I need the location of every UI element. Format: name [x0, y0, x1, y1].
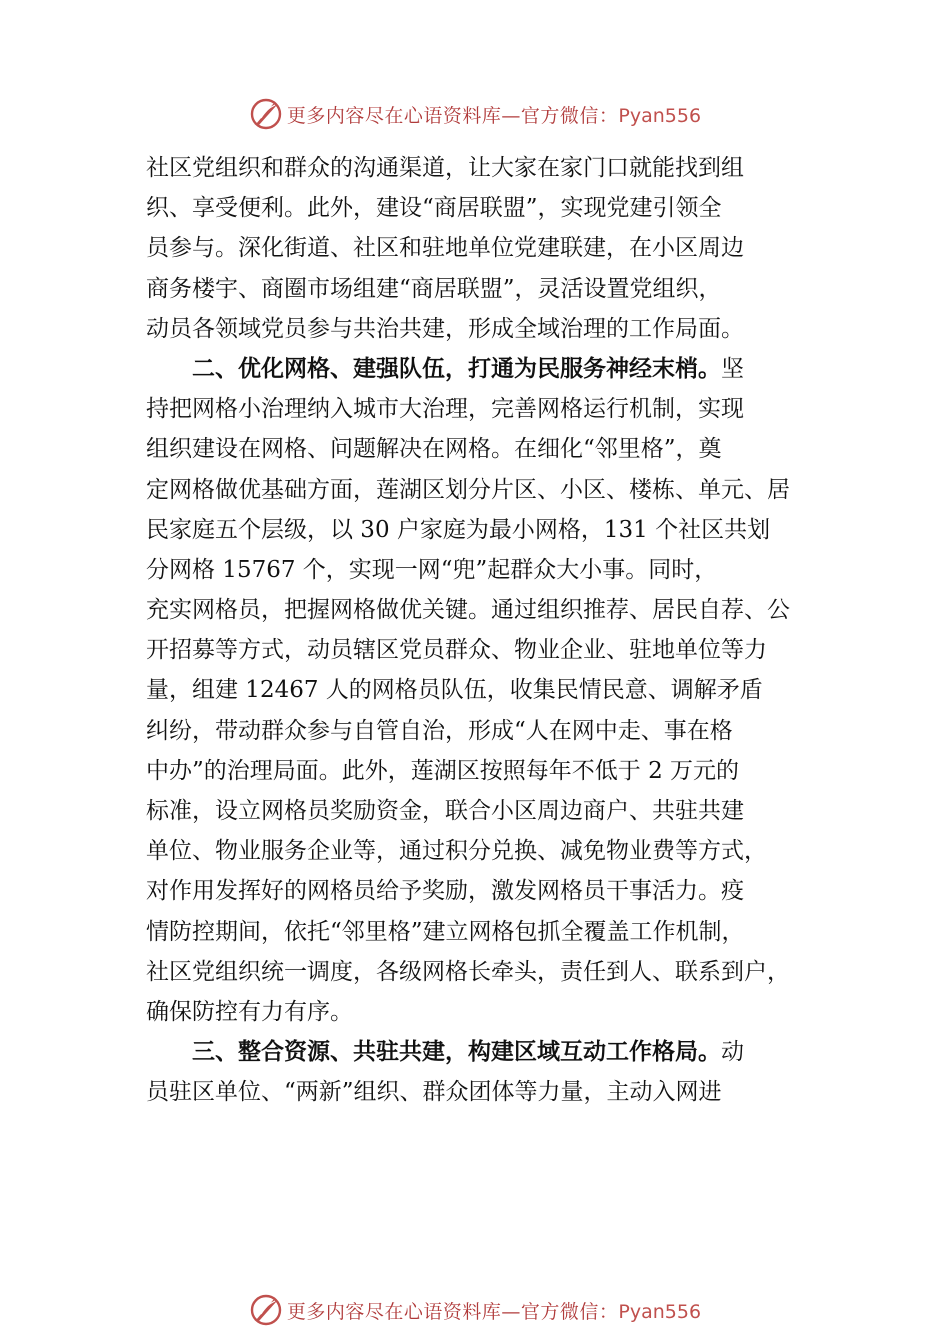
text-line: 组织建设在网格、问题解决在网格。在细化“邻里格”，奠	[146, 436, 722, 463]
quill-seal-icon	[249, 1293, 283, 1327]
text-line: 商务楼宇、商圈市场组建“商居联盟”，灵活设置党组织，	[146, 275, 722, 302]
text-line: 持把网格小治理纳入城市大治理，完善网格运行机制，实现	[146, 396, 744, 423]
watermark-banner-bottom	[0, 1290, 950, 1330]
text-line: 情防控期间，依托“邻里格”建立网格包抓全覆盖工作机制，	[146, 918, 745, 945]
watermark-text: 更多内容尽在心语资料库—官方微信：Pyan556	[286, 1300, 702, 1323]
text-line: 民家庭五个层级，以 30 户家庭为最小网格，131 个社区共划	[146, 516, 771, 543]
text-line: 分网格 15767 个，实现一网“兜”起群众大小事。同时，	[146, 556, 718, 583]
paragraph-3	[146, 1032, 818, 1112]
text-line: 员参与。深化街道、社区和驻地单位党建联建，在小区周边	[146, 235, 744, 262]
text-line: 标准，设立网格员奖励资金，联合小区周边商户、共驻共建	[146, 798, 744, 824]
text-line: 二、优化网格、建强队伍，打通为民服务神经末梢。坚	[192, 355, 744, 382]
section-heading-3: 三、整合资源、共驻共建，构建区域互动工作格局。	[192, 1039, 721, 1066]
text-line: 确保防控有力有序。	[146, 998, 353, 1025]
text-line: 三、整合资源、共驻共建，构建区域互动工作格局。动	[192, 1039, 744, 1066]
text-line: 织、享受便利。此外，建设“商居联盟”，实现党建引领全	[146, 195, 722, 222]
text-line: 社区党组织和群众的沟通渠道，让大家在家门口就能找到组	[146, 155, 744, 181]
watermark-banner-top	[0, 94, 950, 134]
text-line: 员驻区单位、“两新”组织、群众团体等力量，主动入网进	[146, 1079, 722, 1106]
section-heading-2: 二、优化网格、建强队伍，打通为民服务神经末梢。	[192, 355, 721, 382]
watermark-text: 更多内容尽在心语资料库—官方微信：Pyan556	[286, 104, 702, 127]
quill-seal-icon	[249, 97, 283, 131]
text-line: 量，组建 12467 人的网格员队伍，收集民情民意、调解矛盾	[146, 677, 763, 704]
text-line: 单位、物业服务企业等，通过积分兑换、减免物业费等方式，	[146, 838, 767, 865]
text-line: 动员各领域党员参与共治共建，形成全域治理的工作局面。	[146, 315, 744, 342]
text-line: 中办”的治理局面。此外，莲湖区按照每年不低于 2 万元的	[146, 757, 740, 784]
text-line: 定网格做优基础方面，莲湖区划分片区、小区、楼栋、单元、居	[146, 476, 790, 503]
text-line: 对作用发挥好的网格员给予奖励，激发网格员干事活力。疫	[146, 878, 744, 905]
text-line: 开招募等方式，动员辖区党员群众、物业企业、驻地单位等力	[146, 637, 767, 664]
paragraph-2	[146, 349, 818, 1032]
paragraph-1	[146, 148, 818, 349]
document-body	[146, 148, 818, 1113]
text-line: 纠纷，带动群众参与自管自治，形成“人在网中走、事在格	[146, 717, 733, 744]
text-line: 充实网格员，把握网格做优关键。通过组织推荐、居民自荐、公	[146, 597, 790, 624]
text-line: 社区党组织统一调度，各级网格长牵头，责任到人、联系到户，	[146, 958, 790, 985]
